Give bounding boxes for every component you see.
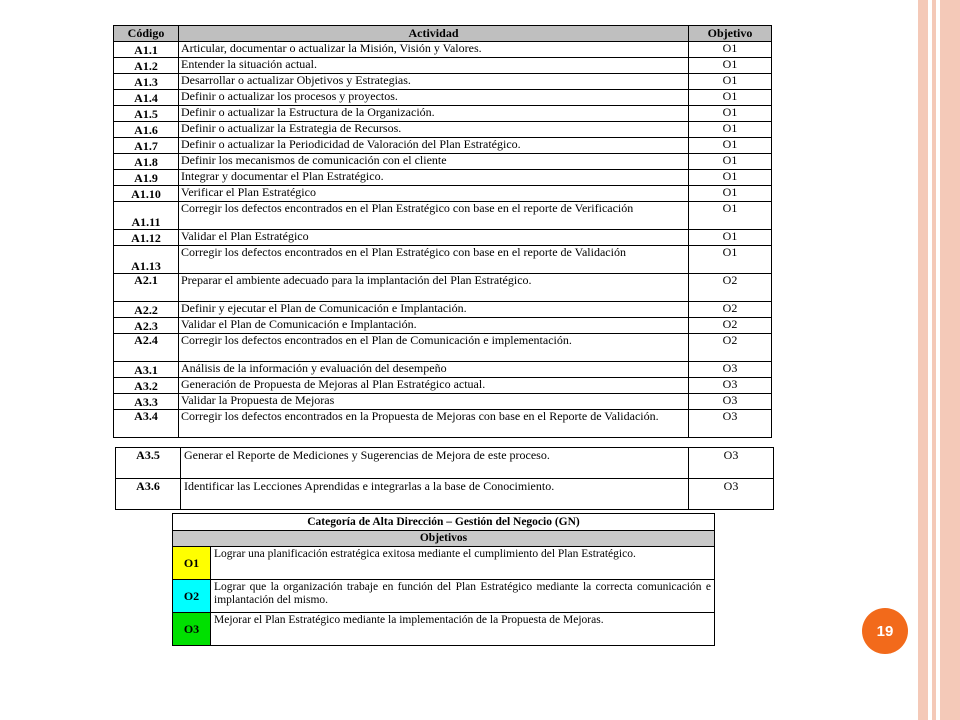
- table-row: [114, 362, 772, 378]
- activity-code: A1.10: [114, 186, 179, 202]
- activity-objective: O2: [689, 334, 772, 362]
- table-row: [114, 138, 772, 154]
- header-activity: Actividad: [179, 26, 689, 42]
- table-row: [114, 230, 772, 246]
- activity-code: A3.4: [114, 410, 179, 438]
- activity-code: A1.8: [114, 154, 179, 170]
- objectives-table-title: Categoría de Alta Dirección – Gestión del Negocio (GN): [173, 514, 715, 531]
- table-row: [114, 202, 772, 230]
- header-objective: Objetivo: [689, 26, 772, 42]
- decorative-stripe: [932, 0, 936, 720]
- table-row: [116, 448, 774, 479]
- activity-description: Definir o actualizar la Estrategia de Recursos.: [179, 122, 689, 138]
- activity-objective: O1: [689, 170, 772, 186]
- objectives-subheader-row: [173, 531, 715, 547]
- activity-description: Integrar y documentar el Plan Estratégico.: [179, 170, 689, 186]
- table-row: [114, 42, 772, 58]
- objective-code: O3: [173, 613, 211, 646]
- activity-code: A2.1: [114, 274, 179, 302]
- activity-description: Corregir los defectos encontrados en el Plan Estratégico con base en el reporte de Validación: [179, 246, 689, 274]
- objective-description: Lograr una planificación estratégica exitosa mediante el cumplimiento del Plan Estratégico.: [211, 547, 715, 580]
- activity-objective: O2: [689, 318, 772, 334]
- activity-objective: O1: [689, 230, 772, 246]
- activity-objective: O2: [689, 274, 772, 302]
- activity-code: A3.2: [114, 378, 179, 394]
- activity-objective: O1: [689, 42, 772, 58]
- header-code: Código: [114, 26, 179, 42]
- activity-code: A1.12: [114, 230, 179, 246]
- activity-description: Definir o actualizar la Periodicidad de Valoración del Plan Estratégico.: [179, 138, 689, 154]
- activity-description: Corregir los defectos encontrados en el Plan Estratégico con base en el reporte de Verificación: [179, 202, 689, 230]
- activity-description: Corregir los defectos encontrados en el Plan de Comunicación e implementación.: [179, 334, 689, 362]
- table-row: [114, 394, 772, 410]
- activity-description: Definir y ejecutar el Plan de Comunicación e Implantación.: [179, 302, 689, 318]
- activity-objective: O3: [689, 378, 772, 394]
- activity-code: A1.11: [114, 202, 179, 230]
- activity-objective: O1: [689, 202, 772, 230]
- table-row: [114, 334, 772, 362]
- decorative-stripe: [940, 0, 960, 720]
- activity-objective: O1: [689, 106, 772, 122]
- activity-description: Identificar las Lecciones Aprendidas e integrarlas a la base de Conocimiento.: [181, 479, 689, 510]
- activity-description: Articular, documentar o actualizar la Misión, Visión y Valores.: [179, 42, 689, 58]
- activity-description: Validar el Plan de Comunicación e Implantación.: [179, 318, 689, 334]
- table-row: [114, 246, 772, 274]
- activity-code: A2.4: [114, 334, 179, 362]
- activity-description: Desarrollar o actualizar Objetivos y Estrategias.: [179, 74, 689, 90]
- activity-code: A3.6: [116, 479, 181, 510]
- objectives-table: [172, 513, 715, 646]
- activity-objective: O2: [689, 302, 772, 318]
- activity-description: Corregir los defectos encontrados en la Propuesta de Mejoras con base en el Reporte de Validación.: [179, 410, 689, 438]
- activity-code: A3.3: [114, 394, 179, 410]
- activity-description: Validar el Plan Estratégico: [179, 230, 689, 246]
- decorative-stripe: [918, 0, 928, 720]
- activity-code: A1.3: [114, 74, 179, 90]
- activity-description: Generar el Reporte de Mediciones y Sugerencias de Mejora de este proceso.: [181, 448, 689, 479]
- objective-description: Lograr que la organización trabaje en función del Plan Estratégico mediante la correcta comunicación e implantación del mismo.: [211, 580, 715, 613]
- objective-row: [173, 547, 715, 580]
- activity-objective: O3: [689, 410, 772, 438]
- activity-description: Definir o actualizar los procesos y proyectos.: [179, 90, 689, 106]
- page-number: 19: [876, 622, 894, 640]
- page-number-badge: [862, 608, 908, 654]
- table-row: [114, 58, 772, 74]
- table-row: [114, 318, 772, 334]
- activity-code: A1.2: [114, 58, 179, 74]
- table-row: [114, 186, 772, 202]
- activity-objective: O3: [689, 394, 772, 410]
- activity-objective: O1: [689, 154, 772, 170]
- activity-description: Análisis de la información y evaluación del desempeño: [179, 362, 689, 378]
- activity-objective: O3: [689, 479, 774, 510]
- activity-code: A1.1: [114, 42, 179, 58]
- objectives-title-row: [173, 514, 715, 531]
- activity-objective: O1: [689, 138, 772, 154]
- table-row: [114, 378, 772, 394]
- table-row: [114, 274, 772, 302]
- activity-description: Generación de Propuesta de Mejoras al Plan Estratégico actual.: [179, 378, 689, 394]
- table-row: [114, 122, 772, 138]
- objectives-subheader: Objetivos: [173, 531, 715, 547]
- activity-description: Validar la Propuesta de Mejoras: [179, 394, 689, 410]
- activity-objective: O3: [689, 362, 772, 378]
- table-row: [114, 90, 772, 106]
- objective-code: O2: [173, 580, 211, 613]
- table-row: [114, 74, 772, 90]
- activity-code: A1.13: [114, 246, 179, 274]
- activity-objective: O1: [689, 246, 772, 274]
- activity-code: A1.9: [114, 170, 179, 186]
- activity-code: A2.3: [114, 318, 179, 334]
- activity-objective: O1: [689, 74, 772, 90]
- activity-description: Verificar el Plan Estratégico: [179, 186, 689, 202]
- objective-code: O1: [173, 547, 211, 580]
- activity-code: A1.6: [114, 122, 179, 138]
- activities-table: [113, 25, 772, 438]
- objective-row: [173, 580, 715, 613]
- table-row: [114, 410, 772, 438]
- activities-continuation-table: [115, 447, 774, 510]
- table-row: [114, 106, 772, 122]
- activity-description: Definir los mecanismos de comunicación con el cliente: [179, 154, 689, 170]
- activity-description: Preparar el ambiente adecuado para la implantación del Plan Estratégico.: [179, 274, 689, 302]
- activity-description: Entender la situación actual.: [179, 58, 689, 74]
- table-row: [114, 302, 772, 318]
- activity-code: A1.4: [114, 90, 179, 106]
- activity-code: A2.2: [114, 302, 179, 318]
- activity-objective: O1: [689, 58, 772, 74]
- activity-code: A1.5: [114, 106, 179, 122]
- table-header-row: [114, 26, 772, 42]
- activity-objective: O3: [689, 448, 774, 479]
- objective-description: Mejorar el Plan Estratégico mediante la implementación de la Propuesta de Mejoras.: [211, 613, 715, 646]
- activity-description: Definir o actualizar la Estructura de la Organización.: [179, 106, 689, 122]
- activity-code: A3.1: [114, 362, 179, 378]
- table-row: [114, 154, 772, 170]
- activity-objective: O1: [689, 122, 772, 138]
- table-row: [114, 170, 772, 186]
- activity-objective: O1: [689, 90, 772, 106]
- activity-objective: O1: [689, 186, 772, 202]
- objective-row: [173, 613, 715, 646]
- table-row: [116, 479, 774, 510]
- activity-code: A3.5: [116, 448, 181, 479]
- activity-code: A1.7: [114, 138, 179, 154]
